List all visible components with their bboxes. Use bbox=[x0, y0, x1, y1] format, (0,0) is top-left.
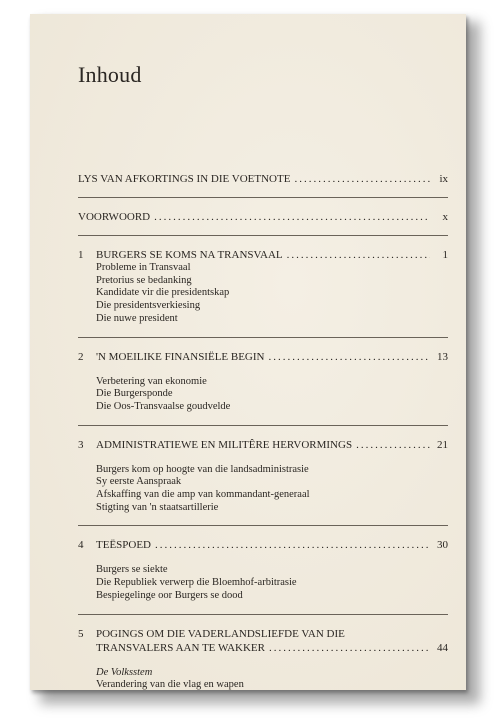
divider bbox=[78, 525, 448, 526]
divider bbox=[78, 425, 448, 426]
book-page bbox=[30, 14, 466, 690]
leader-dots bbox=[269, 641, 430, 655]
leader-dots bbox=[356, 438, 430, 452]
divider bbox=[78, 197, 448, 198]
section-item: Die Oos-Transvaalse goudvelde bbox=[96, 400, 231, 412]
section-item: Die Republiek verwerp die Bloemhof-arbitrasie bbox=[96, 577, 297, 589]
section-item: Afskaffing van die amp van kommandant-generaal bbox=[96, 489, 310, 501]
chapter-page-number: 21 bbox=[437, 438, 448, 451]
chapter-sections bbox=[78, 262, 448, 326]
chapter-page-number: 30 bbox=[437, 539, 448, 552]
section-item: Die presidentsverkiesing bbox=[96, 300, 201, 312]
chapter-page-number: 44 bbox=[437, 641, 448, 654]
entry-page-number: ix bbox=[439, 173, 448, 185]
toc-chapter-4 bbox=[78, 538, 448, 602]
section-item: Verbetering van ekonomie bbox=[96, 375, 207, 387]
divider bbox=[78, 337, 448, 338]
leader-dots bbox=[294, 172, 430, 186]
chapter-sections bbox=[78, 667, 448, 692]
chapter-number: 4 bbox=[78, 539, 84, 552]
table-of-contents bbox=[78, 172, 448, 692]
entry-page-number: x bbox=[442, 211, 448, 223]
toc-entry-abbreviations bbox=[78, 172, 448, 186]
section-item: Stigting van 'n staatsartillerie bbox=[96, 501, 219, 513]
section-item: Pretorius se bedanking bbox=[96, 274, 192, 286]
leader-dots bbox=[155, 538, 430, 552]
chapter-title-line-1: POGINGS OM DIE VADERLANDSLIEFDE VAN DIE bbox=[96, 627, 345, 640]
divider bbox=[78, 235, 448, 236]
divider bbox=[78, 614, 448, 615]
leader-dots bbox=[287, 248, 430, 262]
toc-chapter-2 bbox=[78, 350, 448, 414]
chapter-title: BURGERS SE KOMS NA TRANSVAAL bbox=[96, 249, 283, 261]
section-item: Probleme in Transvaal bbox=[96, 262, 191, 273]
section-item: De Volksstem bbox=[96, 666, 153, 678]
chapter-sections bbox=[78, 564, 448, 602]
entry-label: LYS VAN AFKORTINGS IN DIE VOETNOTE bbox=[78, 173, 291, 185]
section-item: Verandering van die vlag en wapen bbox=[96, 679, 244, 691]
page-title: Inhoud bbox=[78, 62, 142, 87]
chapter-title: 'N MOEILIKE FINANSIËLE BEGIN bbox=[96, 350, 265, 363]
chapter-number: 1 bbox=[78, 249, 84, 261]
leader-dots bbox=[154, 210, 430, 224]
toc-entry-foreword bbox=[78, 210, 448, 224]
chapter-title-line-2: TRANSVALERS AAN TE WAKKER bbox=[96, 641, 265, 654]
chapter-number: 3 bbox=[78, 438, 84, 451]
chapter-sections bbox=[78, 376, 448, 414]
section-item: Burgers kom op hoogte van die landsadministrasie bbox=[96, 463, 309, 475]
chapter-title: ADMINISTRATIEWE EN MILITÊRE HERVORMINGS bbox=[96, 438, 353, 451]
section-item: Bespiegelinge oor Burgers se dood bbox=[96, 589, 243, 601]
entry-label: VOORWOORD bbox=[78, 211, 151, 223]
chapter-page-number: 1 bbox=[442, 249, 448, 261]
chapter-number: 2 bbox=[78, 350, 84, 363]
section-item: Die Burgersponde bbox=[96, 388, 173, 400]
chapter-sections bbox=[78, 464, 448, 515]
section-item: Die nuwe president bbox=[96, 312, 178, 324]
section-item: Sy eerste Aanspraak bbox=[96, 476, 182, 488]
leader-dots bbox=[269, 350, 431, 364]
chapter-number: 5 bbox=[78, 627, 84, 640]
chapter-title: TEËSPOED bbox=[96, 539, 151, 552]
chapter-page-number: 13 bbox=[437, 350, 448, 363]
toc-chapter-5 bbox=[78, 627, 448, 692]
toc-chapter-1 bbox=[78, 248, 448, 326]
toc-chapter-3 bbox=[78, 438, 448, 515]
section-item: Kandidate vir die presidentskap bbox=[96, 287, 230, 299]
section-item: Burgers se siekte bbox=[96, 564, 168, 576]
